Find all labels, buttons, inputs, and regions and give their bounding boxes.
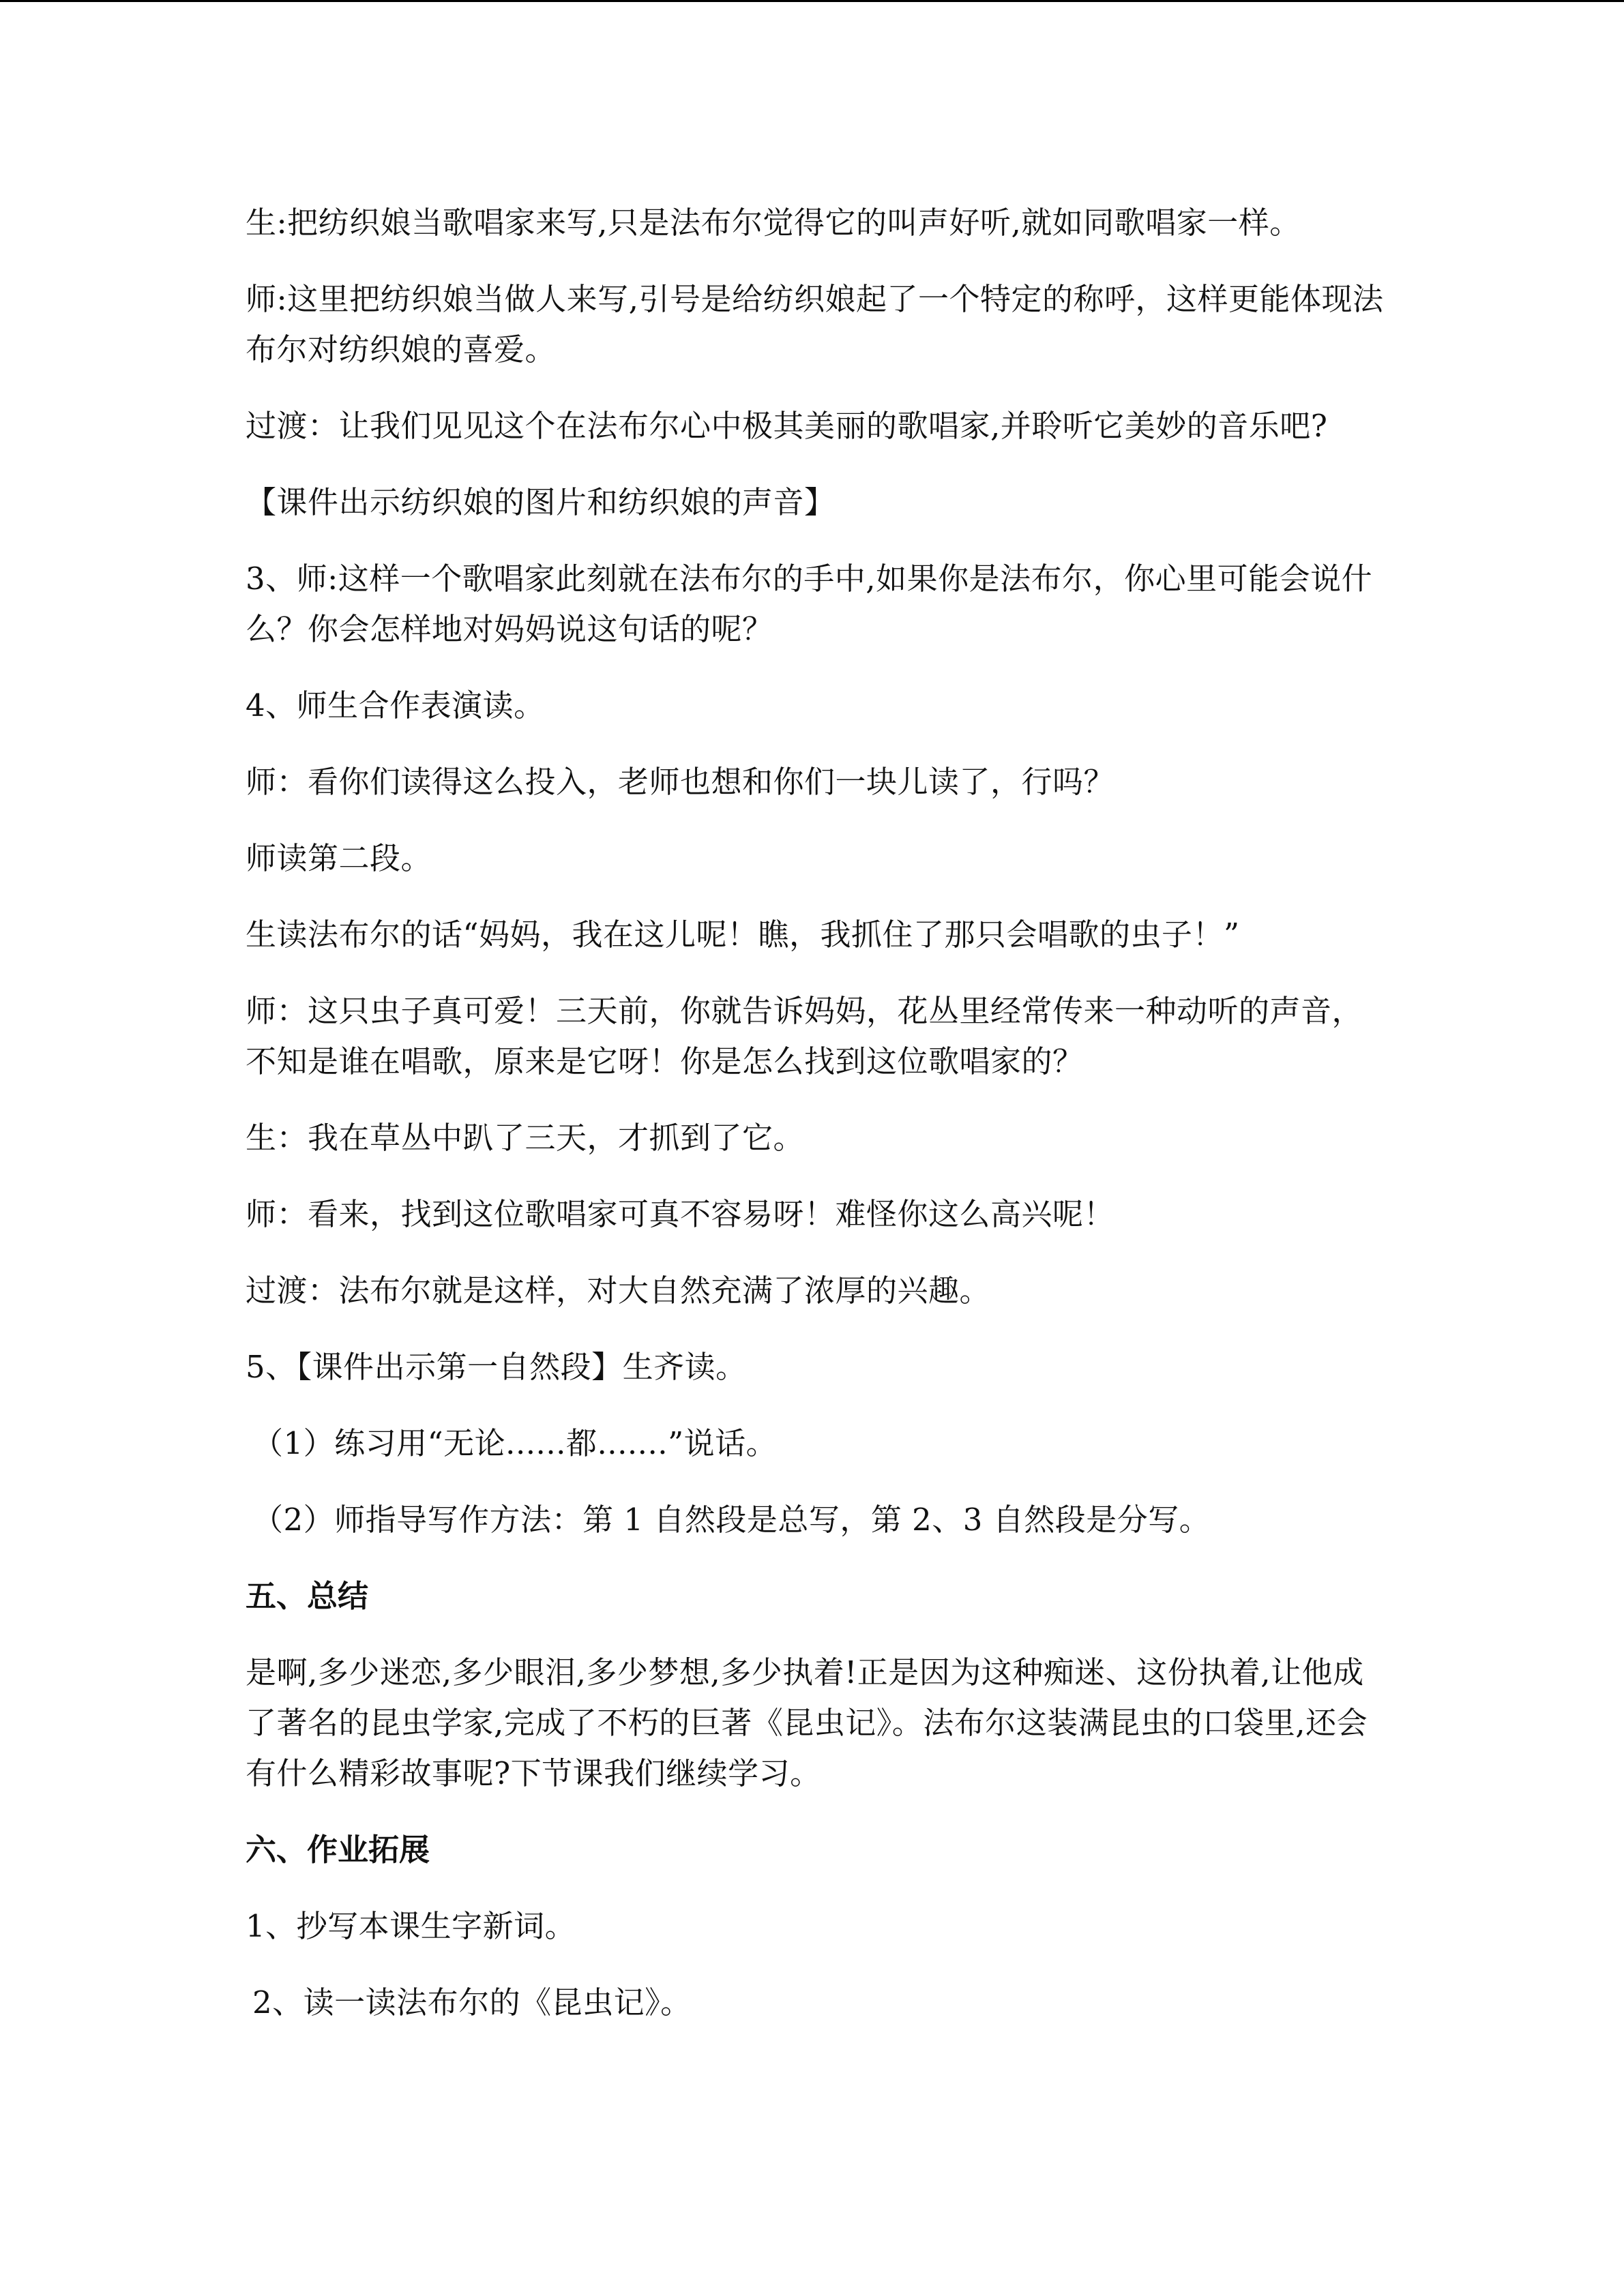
paragraph-courseware-note: 【课件出示纺织娘的图片和纺织娘的声音】 xyxy=(246,484,836,520)
paragraph-exercise-2: （2）师指导写作方法：第 1 自然段是总写，第 2、3 自然段是分写。 xyxy=(252,1502,1211,1538)
paragraph-teacher-dialogue: 师：这只虫子真可爱！三天前，你就告诉妈妈，花丛里经常传来一种动听的声音，不知是谁在唱歌，原来是它呀！你是怎么找到这位歌唱家的？ xyxy=(246,993,1363,1079)
paragraph-teacher-explanation: 师:这里把纺织娘当做人来写,引号是给纺织娘起了一个特定的称呼，这样更能体现法布尔对纺织娘的喜爱。 xyxy=(246,281,1384,368)
document-body xyxy=(246,198,1391,2054)
page-top-border xyxy=(0,0,1624,2)
paragraph-step-5: 5、【课件出示第一自然段】生齐读。 xyxy=(246,1349,747,1385)
paragraph-teacher-invite: 师：看你们读得这么投入，老师也想和你们一块儿读了，行吗？ xyxy=(246,764,1115,800)
paragraph-teacher-comment: 师：看来，找到这位歌唱家可真不容易呀！难怪你这么高兴呢！ xyxy=(246,1196,1115,1232)
paragraph-student-answer: 生:把纺织娘当歌唱家来写,只是法布尔觉得它的叫声好听,就如同歌唱家一样。 xyxy=(246,205,1301,241)
paragraph-step-3: 3、师:这样一个歌唱家此刻就在法布尔的手中,如果你是法布尔，你心里可能会说什么？你会怎样地对妈妈说这句话的呢？ xyxy=(246,561,1373,647)
paragraph-student-reads: 生读法布尔的话“妈妈，我在这儿呢！瞧，我抓住了那只会唱歌的虫子！” xyxy=(246,916,1240,953)
paragraph-homework-1: 1、抄写本课生字新词。 xyxy=(246,1908,576,1944)
paragraph-exercise-1: （1）练习用“无论......都.......”说话。 xyxy=(252,1425,778,1461)
paragraph-step-4: 4、师生合作表演读。 xyxy=(246,687,545,724)
paragraph-transition-2: 过渡：法布尔就是这样，对大自然充满了浓厚的兴趣。 xyxy=(246,1272,991,1309)
paragraph-summary: 是啊,多少迷恋,多少眼泪,多少梦想,多少执着!正是因为这种痴迷、这份执着,让他成了著名的昆虫学家,完成了不朽的巨著《昆虫记》。法布尔这装满昆虫的口袋里,还会有什么精彩故事呢?下节课我们继续学习。 xyxy=(246,1654,1368,1791)
paragraph-transition-1: 过渡：让我们见见这个在法布尔心中极其美丽的歌唱家,并聆听它美妙的音乐吧? xyxy=(246,408,1328,444)
paragraph-homework-2: 2、读一读法布尔的《昆虫记》。 xyxy=(252,1984,692,2021)
heading-summary: 五、总结 xyxy=(246,1578,369,1614)
paragraph-teacher-reads: 师读第二段。 xyxy=(246,840,432,876)
paragraph-student-reply: 生：我在草丛中趴了三天，才抓到了它。 xyxy=(246,1120,805,1156)
heading-homework: 六、作业拓展 xyxy=(246,1832,430,1868)
